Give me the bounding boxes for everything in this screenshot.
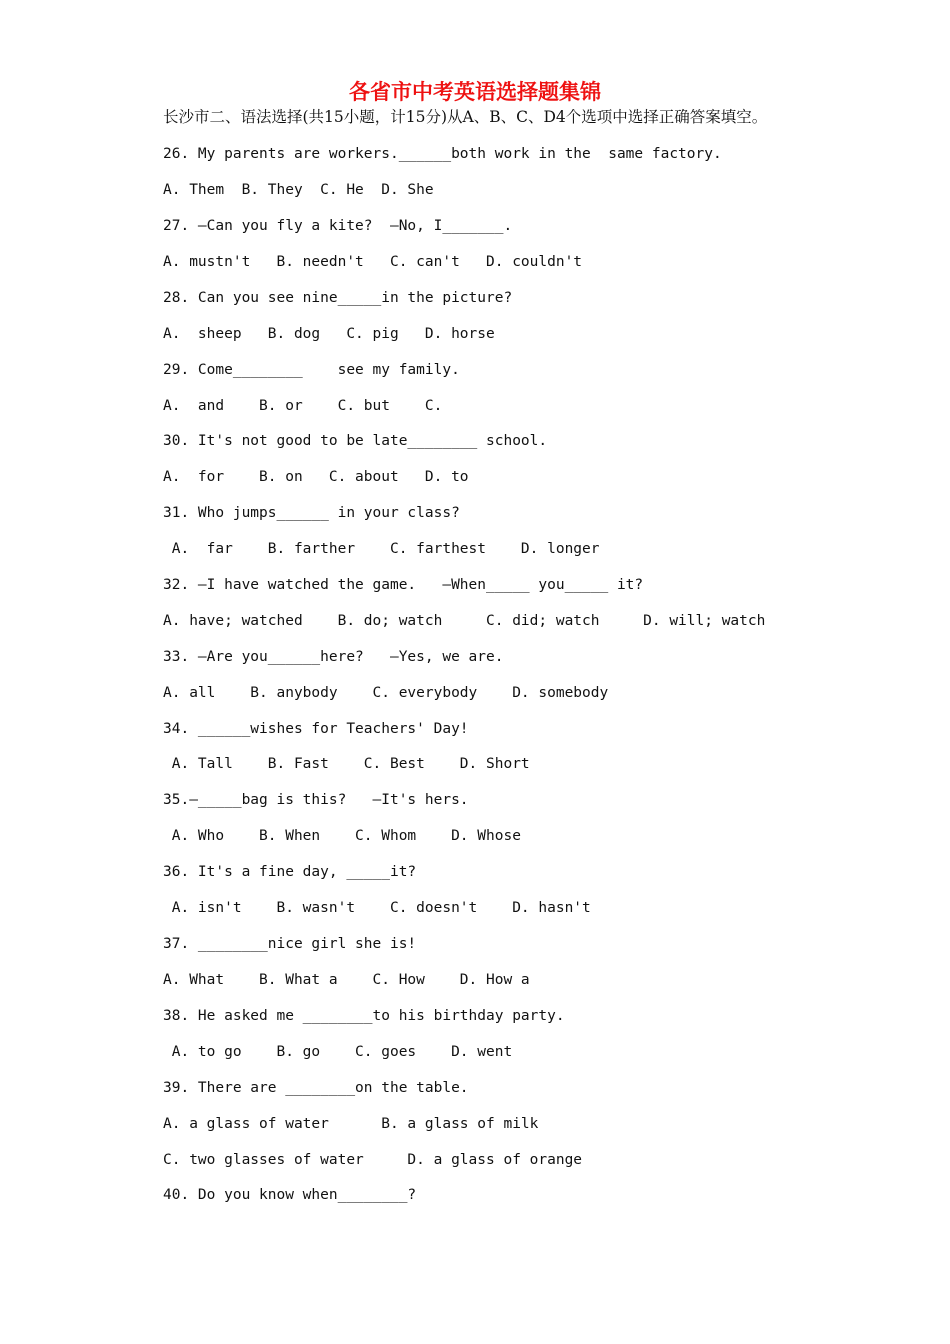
options-30: A. for B. on C. about D. to xyxy=(163,469,469,485)
question-27: 27. —Can you fly a kite? —No, I_______. xyxy=(163,218,513,234)
section-instruction: 长沙市二、语法选择(共15小题，计15分)从A、B、C、D4个选项中选择正确答案填空。 xyxy=(163,108,768,126)
options-39-cd: C. two glasses of water D. a glass of orange xyxy=(163,1152,583,1168)
question-40: 40. Do you know when________? xyxy=(163,1187,417,1203)
options-31: A. far B. farther C. farthest D. longer xyxy=(163,541,600,557)
document-title: 各省市中考英语选择题集锦 xyxy=(349,79,601,104)
question-28: 28. Can you see nine_____in the picture? xyxy=(163,290,513,306)
question-29: 29. Come________ see my family. xyxy=(163,362,460,378)
options-27: A. mustn't B. needn't C. can't D. couldn't xyxy=(163,254,583,270)
options-38: A. to go B. go C. goes D. went xyxy=(163,1044,513,1060)
options-39-ab: A. a glass of water B. a glass of milk xyxy=(163,1116,539,1132)
options-28: A. sheep B. dog C. pig D. horse xyxy=(163,326,495,342)
options-26: A. Them B. They C. He D. She xyxy=(163,182,434,198)
options-32: A. have; watched B. do; watch C. did; watch D. will; watch xyxy=(163,613,766,629)
question-26: 26. My parents are workers.______both work in the same factory. xyxy=(163,146,722,162)
question-35: 35.—_____bag is this? —It's hers. xyxy=(163,792,469,808)
question-36: 36. It's a fine day, _____it? xyxy=(163,864,417,880)
question-30: 30. It's not good to be late________ school. xyxy=(163,433,548,449)
options-36: A. isn't B. wasn't C. doesn't D. hasn't xyxy=(163,900,591,916)
question-33: 33. —Are you______here? —Yes, we are. xyxy=(163,649,504,665)
question-39: 39. There are ________on the table. xyxy=(163,1080,469,1096)
options-29: A. and B. or C. but C. xyxy=(163,398,443,414)
options-37: A. What B. What a C. How D. How a xyxy=(163,972,530,988)
options-33: A. all B. anybody C. everybody D. somebody xyxy=(163,685,609,701)
question-38: 38. He asked me ________to his birthday party. xyxy=(163,1008,565,1024)
question-34: 34. ______wishes for Teachers' Day! xyxy=(163,721,469,737)
question-37: 37. ________nice girl she is! xyxy=(163,936,417,952)
question-32: 32. —I have watched the game. —When_____ you_____ it? xyxy=(163,577,644,593)
options-34: A. Tall B. Fast C. Best D. Short xyxy=(163,756,530,772)
options-35: A. Who B. When C. Whom D. Whose xyxy=(163,828,521,844)
question-31: 31. Who jumps______ in your class? xyxy=(163,505,460,521)
